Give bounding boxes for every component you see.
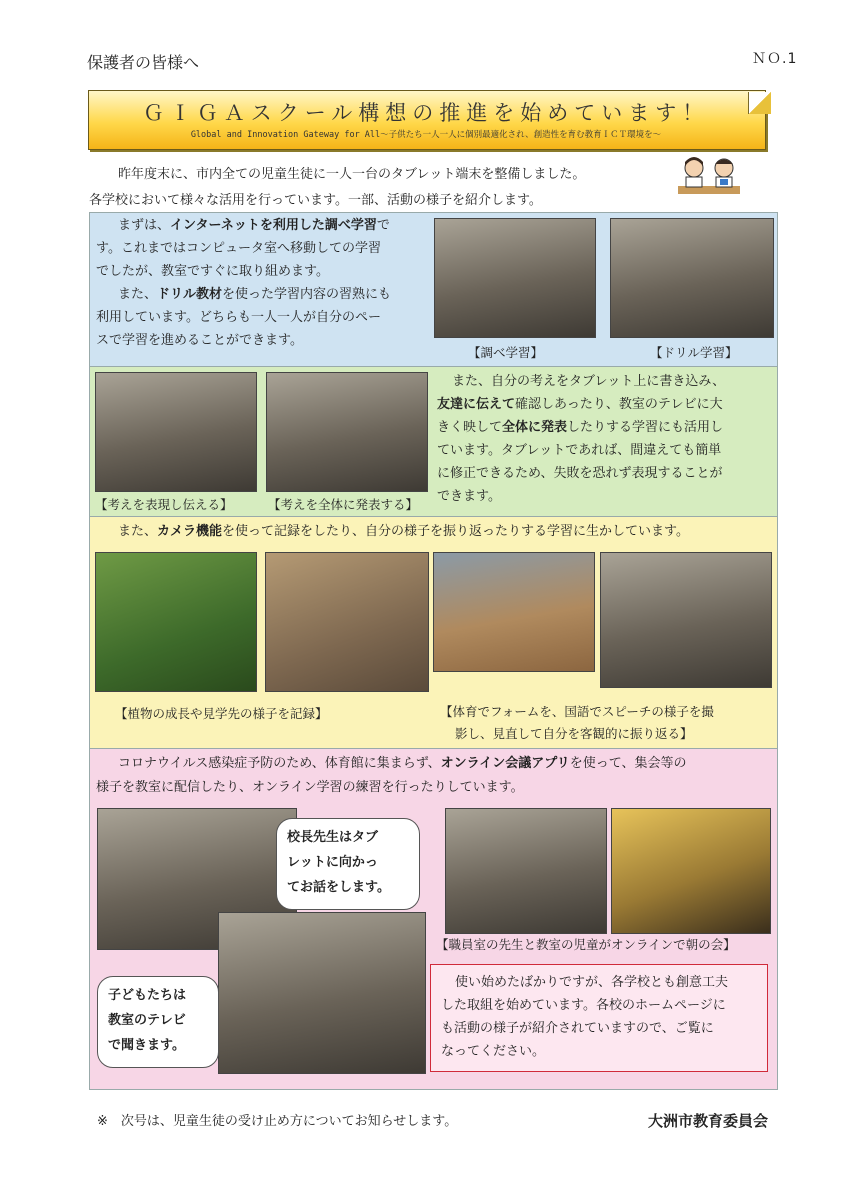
caption-online-morning: 【職員室の先生と教室の児童がオンラインで朝の会】	[436, 937, 736, 952]
s2-line-3: きく映して全体に発表したりする学習にも活用し	[437, 420, 724, 435]
note-line-4: なってください。	[441, 1044, 546, 1059]
photo-classroom-tv	[218, 912, 426, 1074]
students-illustration	[676, 152, 742, 206]
s4-line-1: コロナウイルス感染症予防のため、体育館に集まらず、オンライン会議アプリを使って、集会等の	[118, 756, 687, 771]
s3-line-1: また、カメラ機能を使って記録をしたり、自分の様子を振り返ったりする学習に生かしています。	[118, 524, 689, 539]
s1-line-4: また、ドリル教材を使った学習内容の習熟にも	[118, 287, 392, 302]
caption-research: 【調べ学習】	[468, 345, 544, 360]
s2-line-4: ています。タブレットであれば、間違えても簡単	[437, 443, 722, 458]
s4-line-2: 様子を教室に配信したり、オンライン学習の練習を行ったりしています。	[96, 780, 524, 795]
note-line-2: した取組を始めています。各校のホームページに	[441, 998, 726, 1013]
note-line-1: 使い始めたばかりですが、各学校とも創意工夫	[455, 975, 729, 990]
photo-staff-online	[445, 808, 607, 934]
s2-line-5: に修正できるため、失敗を恐れず表現することが	[437, 466, 723, 481]
caption-drill: 【ドリル学習】	[650, 345, 738, 360]
photo-pe-form	[433, 552, 595, 672]
caption-express: 【考えを表現し伝える】	[95, 497, 233, 512]
s1-line-1: まずは、インターネットを利用した調べ学習で	[118, 218, 390, 233]
photo-express-ideas	[95, 372, 257, 492]
photo-drill-learning	[610, 218, 774, 338]
issue-number: ＮＯ.1	[752, 51, 798, 67]
photo-present-to-class	[266, 372, 428, 492]
photo-research-learning	[434, 218, 596, 338]
caption-reflect-1: 【体育でフォームを、国語でスピーチの様子を撮	[440, 704, 714, 719]
photo-field-trip-record	[265, 552, 429, 692]
photo-student-online	[611, 808, 771, 934]
intro-line-2: 各学校において様々な活用を行っています。一部、活動の様子を紹介します。	[89, 193, 542, 208]
s1-line-5: 利用しています。どちらも一人一人が自分のペー	[96, 310, 381, 325]
intro-line-1: 昨年度末に、市内全ての児童生徒に一人一台のタブレット端末を整備しました。	[118, 167, 586, 182]
caption-record: 【植物の成長や見学先の様子を記録】	[115, 706, 328, 721]
issuer-name: 大洲市教育委員会	[648, 1112, 769, 1130]
s2-line-6: できます。	[437, 489, 501, 504]
page-subtitle: Global and Innovation Gateway for All～子供たち一人一人に個別最適化され、創造性を育む教育ＩＣＴ環境を～	[190, 130, 662, 140]
speech-bubble-children: 子どもたちは 教室のテレビ で聞きます。	[97, 976, 219, 1068]
s1-line-6: スで学習を進めることができます。	[96, 333, 303, 348]
s2-line-1: また、自分の考えをタブレット上に書き込み、	[452, 374, 726, 389]
caption-present: 【考えを全体に発表する】	[268, 497, 419, 512]
note-line-3: も活動の様子が紹介されていますので、ご覧に	[441, 1021, 714, 1036]
caption-reflect-2: 影し、見直して自分を客観的に振り返る】	[455, 726, 693, 741]
recipient-line: 保護者の皆様へ	[87, 53, 200, 72]
s1-line-2: す。これまではコンピュータ室へ移動しての学習	[96, 241, 381, 256]
photo-speech	[600, 552, 772, 688]
page-title: ＧＩＧＡスクール構想の推進を始めています！	[142, 101, 710, 125]
closing-note-box	[430, 964, 768, 1072]
next-issue-notice: ※ 次号は、児童生徒の受け止め方についてお知らせします。	[97, 1114, 458, 1129]
photo-plant-record	[95, 552, 257, 692]
speech-bubble-principal: 校長先生はタブ レットに向かっ てお話をします。	[276, 818, 420, 910]
s2-line-2: 友達に伝えて確認しあったり、教室のテレビに大	[437, 397, 723, 412]
s1-line-3: でしたが、教室ですぐに取り組めます。	[96, 264, 329, 279]
